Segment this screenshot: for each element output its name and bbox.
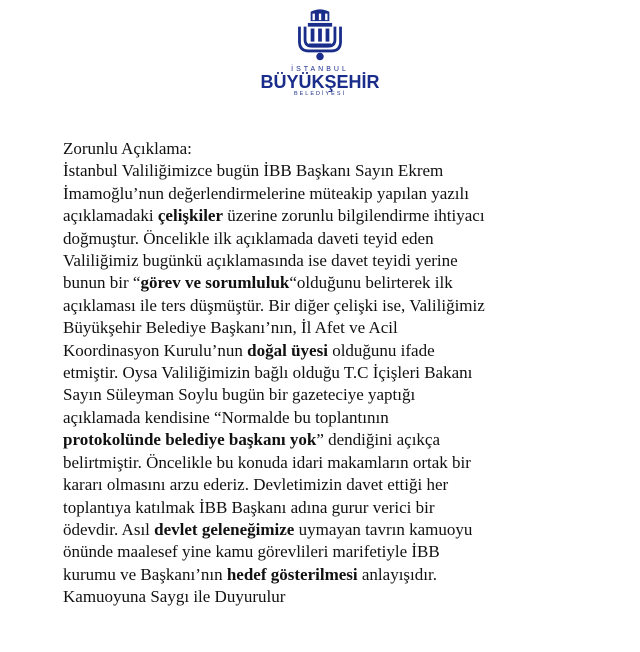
text-segment: Kamuoyuna Saygı ile Duyurulur [63, 587, 286, 607]
text-segment: toplantıya katılmak İBB Başkanı adına gurur verici bir [63, 497, 435, 517]
statement-line [63, 340, 583, 362]
logo-small-text: İSTANBUL [291, 66, 349, 73]
statement-line [63, 586, 583, 608]
statement-line [63, 317, 583, 339]
text-segment: üzerine zorunlu bilgilendirme ihtiyacı [223, 206, 485, 226]
statement-line [63, 497, 583, 519]
text-segment: Valiliğimiz bugünkü açıklamasında ise davet teyidi yerine [63, 251, 458, 271]
text-segment: belirtmiştir. Öncelikle bu konuda idari makamların ortak bir [63, 452, 471, 472]
text-segment: etmiştir. Oysa Valiliğimizin bağlı olduğu T.C İçişleri Bakanı [63, 363, 473, 383]
text-segment: uymayan tavrın kamuoyu [294, 519, 473, 539]
statement-line [63, 228, 583, 250]
statement-line [63, 384, 583, 406]
statement-body [63, 138, 583, 609]
statement-title: Zorunlu Açıklama: [63, 139, 192, 158]
text-segment: “olduğunu belirterek ilk [289, 273, 453, 293]
statement-line [63, 564, 583, 586]
logo-sub-text: BELEDİYESİ [293, 91, 347, 97]
statement-line [63, 429, 583, 451]
text-segment: Koordinasyon Kurulu’nun [63, 340, 248, 360]
ibb-logo [0, 8, 640, 97]
text-segment: Büyükşehir Belediye Başkanı’nın, İl Afet ve Acil [63, 318, 398, 338]
text-segment: ” dendiğini açıkça [316, 430, 441, 450]
text-segment: açıklaması ile ters düşmüştür. Bir diğer çelişki ise, Valiliğimiz [63, 295, 485, 315]
text-segment: ödevdir. Asıl [63, 519, 155, 539]
text-segment: bunun bir “ [63, 273, 141, 293]
text-segment: doğmuştur. Öncelikle ilk açıklamada daveti teyid eden [63, 228, 434, 248]
statement-line [63, 541, 583, 563]
text-segment: açıklamadaki [63, 206, 158, 226]
statement-line [63, 205, 583, 227]
text-segment: anlayışıdır. [357, 564, 437, 584]
text-segment: önünde maalesef yine kamu görevlileri marifetiyle İBB [63, 542, 440, 562]
statement-line [63, 183, 583, 205]
statement-line [63, 272, 583, 294]
statement-line [63, 362, 583, 384]
ibb-emblem-icon [292, 8, 348, 64]
text-segment: açıklamada kendisine “Normalde bu toplantının [63, 407, 389, 427]
emphasized-text: görev ve sorumluluk [140, 273, 290, 293]
statement-line [63, 407, 583, 429]
emphasized-text: hedef gösterilmesi [226, 564, 358, 584]
text-segment: kararı olmasını arzu ederiz. Devletimizin davet ettiği her [63, 475, 449, 495]
text-segment: kurumu ve Başkanı’nın [63, 564, 227, 584]
statement-line [63, 295, 583, 317]
statement-line [63, 250, 583, 272]
text-segment: İstanbul Valiliğimizce bugün İBB Başkanı Sayın Ekrem [63, 161, 444, 181]
statement-paragraph [63, 160, 583, 608]
emphasized-text: çelişkiler [157, 206, 224, 226]
statement-line [63, 160, 583, 182]
statement-line [63, 519, 583, 541]
emphasized-text: protokolünde belediye başkanı yok [63, 430, 317, 450]
emphasized-text: doğal üyesi [247, 340, 328, 360]
text-segment: İmamoğlu’nun değerlendirmelerine müteakip yapılan yazılı [63, 183, 469, 203]
emphasized-text: devlet geleneğimize [154, 519, 295, 539]
text-segment: Sayın Süleyman Soylu bugün bir gazeteciye yaptığı [63, 385, 416, 405]
logo-main-text: BÜYÜKŞEHİR [260, 72, 380, 92]
statement-line [63, 452, 583, 474]
statement-line [63, 474, 583, 496]
text-segment: olduğunu ifade [327, 340, 435, 360]
